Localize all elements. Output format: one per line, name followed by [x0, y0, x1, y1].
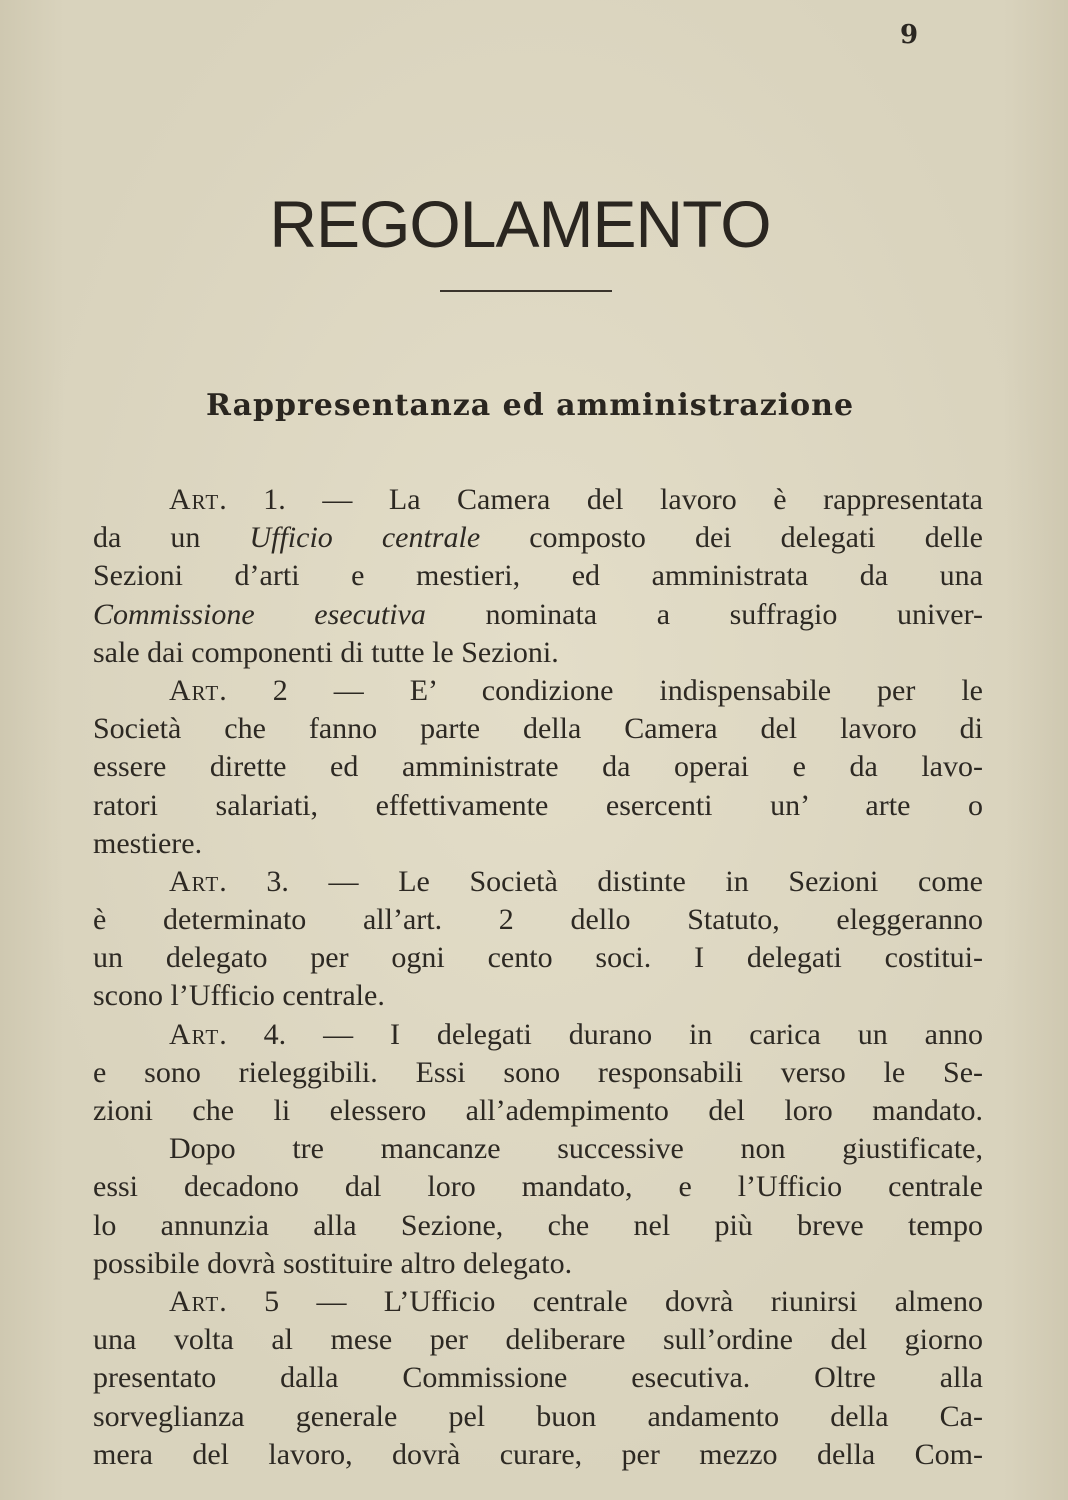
text-line — [93, 1359, 983, 1397]
italic-term: Ufficio centrale — [249, 521, 481, 555]
text-line — [93, 1321, 983, 1359]
line-text: possibile dovrà sostituire altro delegato. — [93, 1246, 573, 1280]
line-text: mera del lavoro, dovrà curare, per mezzo della Com- — [93, 1437, 983, 1471]
title-divider — [440, 290, 612, 292]
text-line — [93, 748, 983, 786]
article-label: Art — [169, 483, 220, 516]
line-text: e sono rieleggibili. Essi sono responsabili verso le Se- — [93, 1055, 983, 1089]
line-text: presentato dalla Commissione esecutiva. Oltre alla — [93, 1361, 983, 1395]
article-line — [93, 1016, 983, 1054]
text-line — [93, 1245, 983, 1283]
text-line — [93, 939, 983, 977]
text-line — [93, 901, 983, 939]
text-line — [93, 519, 983, 557]
line-text: nominata a suffragio univer- — [425, 597, 983, 631]
article-label: Art — [169, 1017, 220, 1051]
text-line — [93, 634, 983, 672]
article-text: . 3. — Le Società distinte in Sezioni come — [219, 864, 983, 898]
line-text: essi decadono dal loro mandato, e l’Ufficio centrale — [93, 1170, 983, 1204]
text-line — [93, 1054, 983, 1092]
italic-term: Commissione esecutiva — [93, 597, 426, 631]
article-label: Art — [169, 1284, 220, 1318]
line-text: mestiere. — [93, 826, 203, 860]
text-line — [93, 1207, 983, 1245]
line-text: scono l’Ufficio centrale. — [93, 979, 385, 1013]
page-number: 9 — [899, 20, 919, 50]
text-line — [93, 977, 983, 1015]
text-line — [93, 1436, 983, 1474]
line-text: ratori salariati, effettivamente esercenti un’ arte o — [93, 788, 983, 822]
line-text: è determinato all’art. 2 dello Statuto, eleggeranno — [93, 903, 983, 937]
line-text: essere dirette ed amministrate da operai e da lavo- — [93, 750, 983, 784]
line-text: una volta al mese per deliberare sull’ordine del giorno — [93, 1323, 983, 1357]
page-title: REGOLAMENTO — [269, 187, 771, 261]
text-line — [93, 825, 983, 863]
article-line — [93, 481, 983, 519]
article-line — [93, 672, 983, 710]
line-text: sorveglianza generale pel buon andamento della Ca- — [93, 1399, 983, 1433]
line-text: Società che fanno parte della Camera del lavoro di — [93, 712, 983, 746]
line-text: composto dei delegati delle — [480, 521, 983, 555]
text-line — [93, 710, 983, 748]
article-label: Art — [169, 673, 220, 707]
text-line — [93, 787, 983, 825]
article-text: . 4. — I delegati durano in carica un anno — [219, 1017, 983, 1051]
text-line — [93, 1130, 983, 1168]
section-heading: Rappresentanza ed amministrazione — [205, 388, 855, 423]
text-line — [93, 1092, 983, 1130]
text-line — [93, 596, 983, 634]
text-line — [93, 1398, 983, 1436]
article-line — [93, 863, 983, 901]
body-text — [93, 481, 983, 1474]
text-line — [93, 557, 983, 595]
line-text: zioni che li elessero all’adempimento del loro mandato. — [93, 1094, 983, 1127]
article-text: . 5 — L’Ufficio centrale dovrà riunirsi almeno — [219, 1284, 983, 1318]
line-text: Dopo tre mancanze successive non giustificate, — [169, 1132, 983, 1166]
text-line — [93, 1168, 983, 1206]
line-text: un delegato per ogni cento soci. I delegati costitui- — [93, 941, 983, 975]
line-text: Sezioni d’arti e mestieri, ed amministrata da una — [93, 559, 983, 593]
line-text: lo annunzia alla Sezione, che nel più breve tempo — [93, 1208, 983, 1242]
line-text: sale dai componenti di tutte le Sezioni. — [93, 635, 559, 669]
article-label: Art — [169, 864, 220, 898]
article-text: . 1. — La Camera del lavoro è rappresentata — [219, 483, 983, 516]
line-text: da un — [93, 521, 250, 555]
article-line — [93, 1283, 983, 1321]
article-text: . 2 — E’ condizione indispensabile per le — [219, 673, 983, 707]
